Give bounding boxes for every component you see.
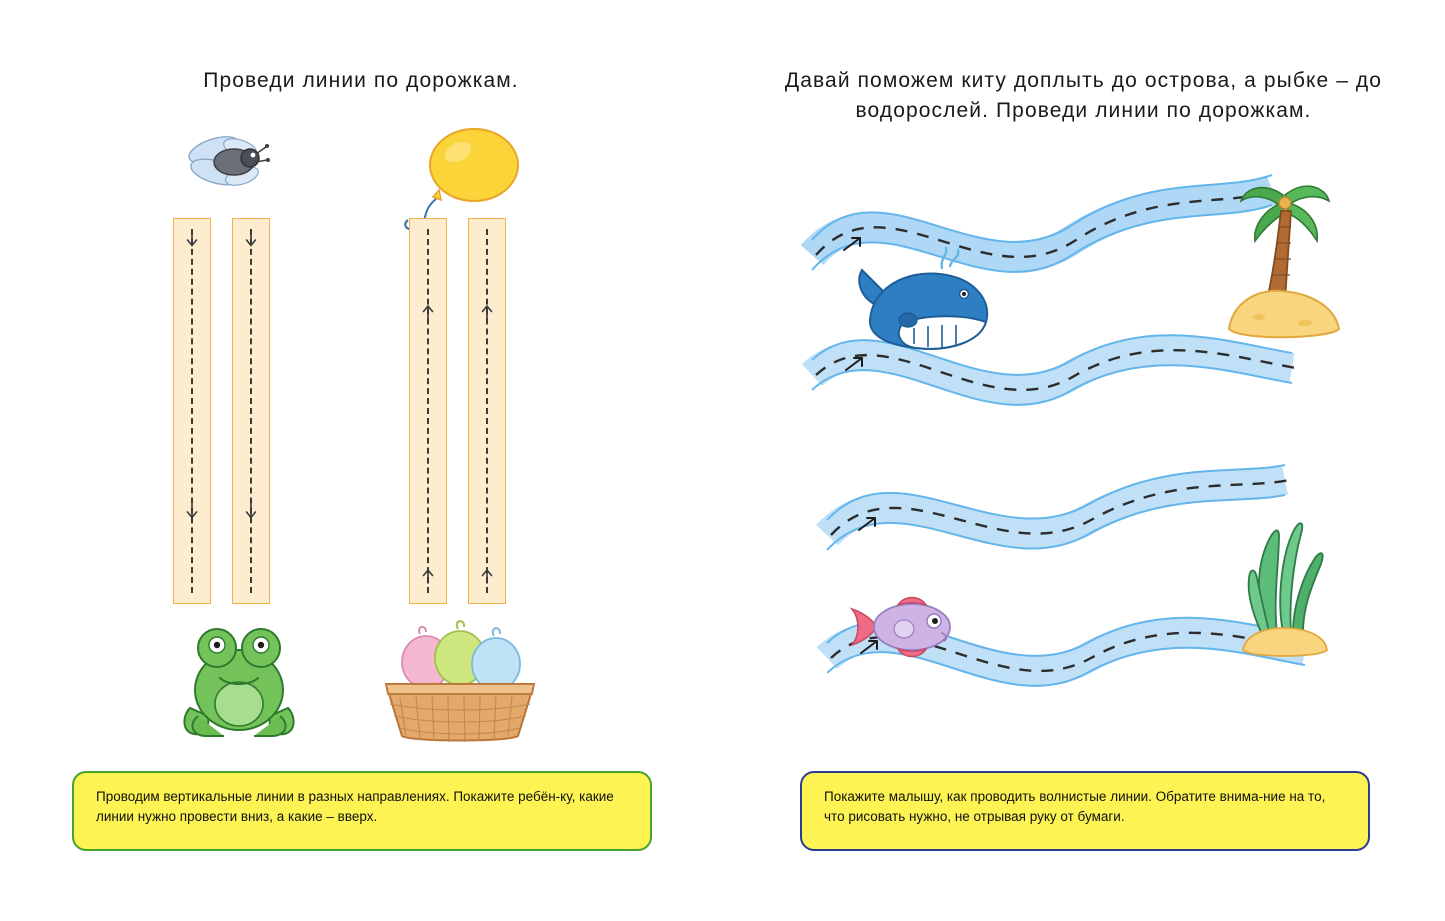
left-page-instruction: Проведи линии по дорожкам. [203,69,519,92]
right-page [722,0,1445,921]
arrow-down-icon [185,231,199,249]
dragonfly-icon [180,128,276,206]
arrow-up-icon [480,303,494,321]
fish-icon [842,585,972,670]
seaweed-icon [1227,510,1337,660]
left-note-text: Проводим вертикальные линии в разных направлениях. Покажите ребён-ку, какие линии нужно провести вниз, а какие – вверх. [96,789,614,825]
left-page-note [72,771,652,851]
track-down-2 [232,218,270,604]
frog-icon [176,612,302,744]
track-down-1 [173,218,211,604]
arrow-down-icon [185,503,199,521]
island-with-palm-icon [1219,165,1349,355]
right-note-text: Покажите малышу, как проводить волнистые линии. Обратите внима-ние на то, что рисовать нужно, не отрывая руку от бумаги. [824,789,1326,825]
whale-icon [844,250,1004,370]
track-dash-line [427,229,429,593]
arrow-up-icon [421,303,435,321]
right-page-instruction: Давай поможем киту доплыть до острова, а рыбке – до водорослей. Проведи линии по дорожкам. [784,69,1383,123]
track-dash-line [250,229,252,593]
right-page-note [800,771,1370,851]
basket-with-balloons-icon [370,600,550,745]
arrow-down-icon [244,231,258,249]
track-dash-line [191,229,193,593]
track-dash-line [486,229,488,593]
left-page [0,0,722,921]
arrow-up-icon [421,567,435,585]
track-up-1 [409,218,447,604]
arrow-down-icon [244,503,258,521]
track-up-2 [468,218,506,604]
arrow-up-icon [480,567,494,585]
